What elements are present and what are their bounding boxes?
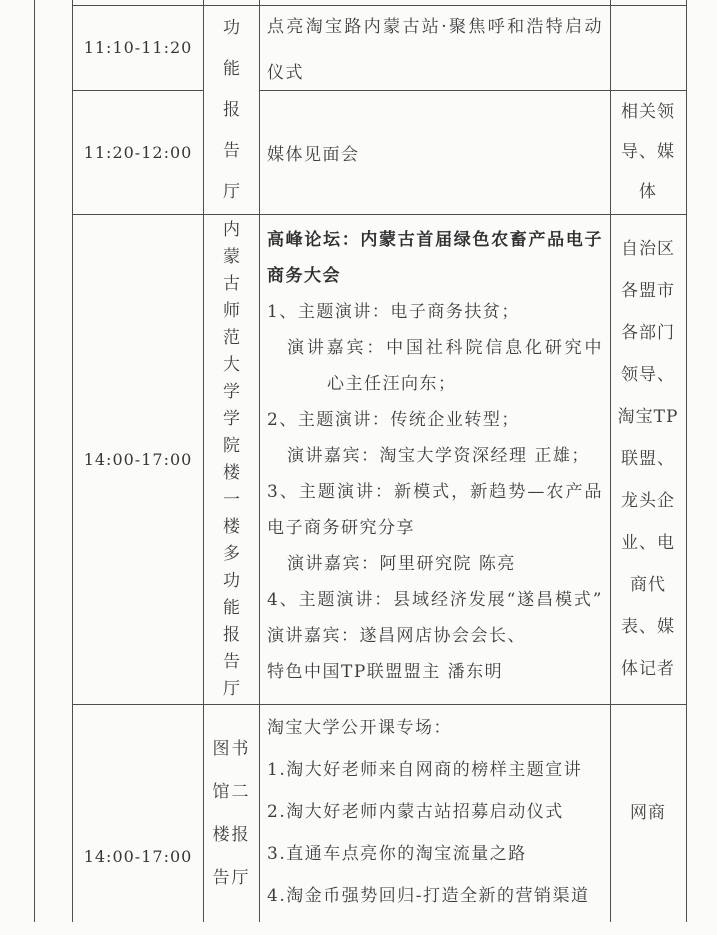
venue-text: 图书馆二楼报告厅 xyxy=(212,739,251,888)
event-line: 4、主题演讲：县域经济发展“遂昌模式” xyxy=(267,590,603,610)
attendee-line: 自治区 xyxy=(621,239,675,259)
event-cell-row3 xyxy=(267,222,603,690)
time-cell-row1: 11:10-11:20 xyxy=(83,38,193,57)
event-line: 3、主题演讲：新模式，新趋势—农产品 xyxy=(267,482,603,502)
attendee-cell-row4: 网商 xyxy=(630,802,666,823)
event-cell-row2: 媒体见面会 xyxy=(267,144,360,165)
attendee-line: 体记者 xyxy=(621,659,675,679)
venue-cell-row4 xyxy=(204,704,259,922)
attendee-line: 各盟市 xyxy=(621,281,675,301)
table-border-content-left xyxy=(259,0,260,922)
attendee-line: 淘宝TP xyxy=(617,407,679,427)
event-line: 3.直通车点亮你的淘宝流量之路 xyxy=(267,844,527,864)
attendee-line: 相关领 xyxy=(621,102,675,122)
event-line: 心主任汪向东； xyxy=(327,374,457,394)
event-line: 2.淘大好老师内蒙古站招募启动仪式 xyxy=(267,802,564,822)
event-title-line: 商务大会 xyxy=(267,266,341,286)
attendee-cell-row3 xyxy=(610,214,686,704)
time-cell-row3: 14:00-17:00 xyxy=(83,449,193,469)
event-line: 演讲嘉宾：阿里研究院 陈亮 xyxy=(287,554,516,574)
event-line: 演讲嘉宾：淘宝大学资深经理 正雄； xyxy=(287,446,590,466)
attendee-line: 体 xyxy=(639,182,657,202)
attendee-line: 龙头企 xyxy=(621,491,675,511)
event-line: 淘宝大学公开课专场： xyxy=(267,718,452,738)
event-line: 点亮淘宝路内蒙古站·聚焦呼和浩特启动 xyxy=(267,17,603,37)
time-cell-row2: 11:20-12:00 xyxy=(83,142,193,162)
attendee-line: 领导、 xyxy=(621,365,675,385)
event-line: 1.淘大好老师来自网商的榜样主题宣讲 xyxy=(267,760,583,780)
attendee-line: 商代 xyxy=(630,575,666,595)
venue-cell-row3 xyxy=(204,214,259,704)
event-line: 1、主题演讲：电子商务扶贫； xyxy=(267,302,520,322)
event-cell-row4 xyxy=(267,707,603,917)
venue-cell-rows1-2 xyxy=(204,5,259,214)
event-line: 2、主题演讲：传统企业转型； xyxy=(267,410,520,430)
time-cell-row4: 14:00-17:00 xyxy=(83,846,193,866)
attendee-line: 联盟、 xyxy=(621,449,675,469)
attendee-cell-row2 xyxy=(610,90,686,214)
event-line: 演讲嘉宾：中国社科院信息化研究中 xyxy=(287,338,603,358)
event-cell-row1 xyxy=(267,4,603,96)
attendee-line: 业、电 xyxy=(621,533,675,553)
event-line: 特色中国TP联盟盟主 潘东明 xyxy=(267,662,504,682)
event-line: 演讲嘉宾：遂昌网店协会会长、 xyxy=(267,626,526,646)
venue-text: 内蒙古师范大学学院楼一楼多功能报告厅 xyxy=(223,220,240,699)
event-title-line: 高峰论坛：内蒙古首届绿色农畜产品电子 xyxy=(267,230,603,250)
table-border-row4-top xyxy=(72,704,686,705)
table-border-right xyxy=(686,0,687,922)
venue-text: 功能报告厅 xyxy=(223,18,240,202)
attendee-line: 表、媒 xyxy=(621,617,675,637)
event-line: 4.淘金币强势回归-打造全新的营销渠道 xyxy=(267,886,590,906)
table-border-left-outer xyxy=(34,0,35,922)
attendee-line: 各部门 xyxy=(621,323,675,343)
event-line: 仪式 xyxy=(267,63,304,83)
attendee-line: 导、媒 xyxy=(621,142,675,162)
event-line: 电子商务研究分享 xyxy=(267,518,415,538)
